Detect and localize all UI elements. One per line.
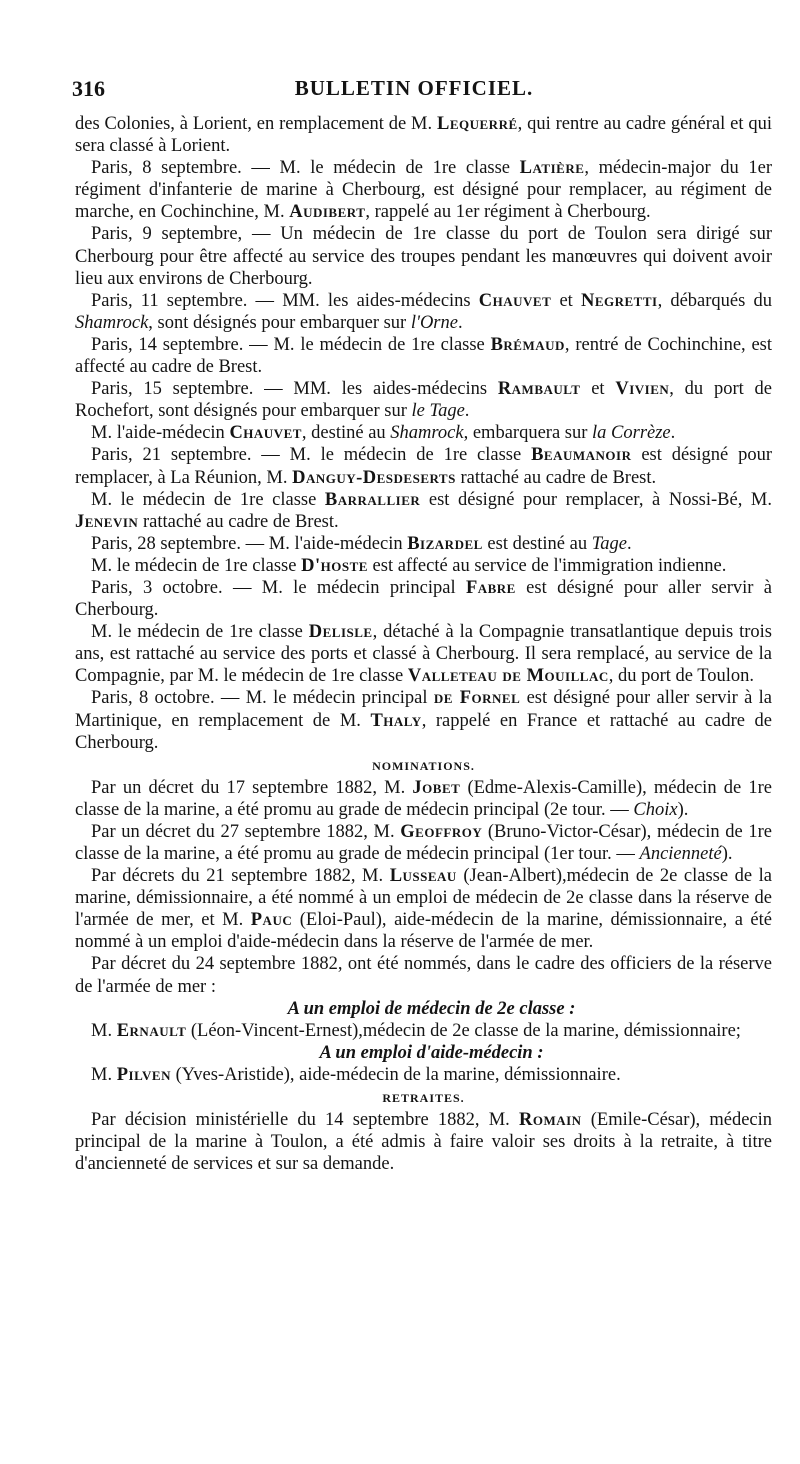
person-name: Beaumanoir	[531, 445, 632, 466]
paragraph: M. le médecin de 1re classe Delisle, détaché à la Compagnie transatlantique depuis trois ans, est rattaché au service des ports et classé à Cherbourg. Il sera remplacé, au service de la Compagnie, par M. le médecin de 1re classe Valleteau de Mouillac, du port de Toulon.	[75, 622, 772, 687]
paragraph: M. le médecin de 1re classe Barrallier est désigné pour remplacer, à Nossi-Bé, M. Jenevin rattaché au cadre de Brest.	[75, 489, 772, 532]
person-name: Lequerré	[437, 114, 518, 134]
person-name: de Fornel	[433, 688, 521, 709]
paragraph: M. Pilven (Yves-Aristide), aide-médecin de la marine, démissionnaire.	[91, 1064, 621, 1085]
paragraph: Paris, 8 septembre. — M. le médecin de 1re classe Latière, médecin-major du 1er régiment d'infanterie de marine à Cherbourg, est désigné pour remplacer, au régiment de marche, en Cochinchine, M. Audibert, rappelé au 1er régiment à Cherbourg.	[75, 158, 772, 223]
person-name: Jobet	[412, 777, 461, 798]
paragraph: des Colonies, à Lorient, en remplacement de M. Lequerré, qui rentre au cadre général et qui sera classé à Lorient.	[75, 114, 772, 157]
person-name: Bizardel	[407, 533, 483, 554]
person-name: Brémaud	[490, 334, 565, 355]
person-name: Romain	[518, 1110, 582, 1131]
person-name: Delisle	[308, 622, 373, 643]
person-name: Barrallier	[324, 489, 421, 510]
italic-text: la Corrèze	[592, 423, 671, 444]
paragraph: Paris, 11 septembre. — MM. les aides-médecins Chauvet et Negretti, débarqués du Shamrock, sont désignés pour embarquer sur l'Orne.	[75, 290, 772, 333]
italic-text: Choix	[633, 799, 678, 820]
person-name: Rambault	[497, 379, 581, 400]
paragraph: M. le médecin de 1re classe D'hoste est affecté au service de l'immigration indienne.	[91, 555, 727, 576]
person-name: Valleteau de Mouillac	[407, 666, 609, 687]
italic-text: l'Orne	[410, 312, 458, 333]
person-name: Negretti	[580, 290, 658, 311]
paragraph: Par un décret du 27 septembre 1882, M. Geoffroy (Bruno-Victor-César), médecin de 1re classe de la marine, a été promu au grade de médecin principal (1er tour. — Ancienneté).	[75, 821, 772, 864]
paragraph: Paris, 3 octobre. — M. le médecin principal Fabre est désigné pour aller servir à Cherbourg.	[75, 577, 772, 621]
paragraph: Paris, 8 octobre. — M. le médecin principal de Fornel est désigné pour aller servir à la Martinique, en remplacement de M. Thaly, rappelé en France et rattaché au cadre de Cherbourg.	[75, 688, 772, 753]
running-head	[72, 72, 756, 106]
running-title: BULLETIN OFFICIEL.	[294, 76, 534, 100]
section-heading: NOMINATIONS.	[372, 758, 475, 773]
centered-subheading: A un emploi de médecin de 2e classe :	[287, 998, 576, 1019]
section-heading: RETRAITES.	[382, 1091, 465, 1106]
person-name: Vivien	[615, 379, 670, 400]
person-name: Pauc	[250, 910, 293, 931]
paragraph: Paris, 15 septembre. — MM. les aides-médecins Rambault et Vivien, du port de Rochefort, sont désignés pour embarquer sur le Tage.	[75, 379, 772, 422]
paragraph: Paris, 9 septembre, — Un médecin de 1re classe du port de Toulon sera dirigé sur Cherbourg pour être affecté au service des troupes pendant les manœuvres qui doivent avoir lieu aux environs de Cherbourg.	[75, 224, 772, 289]
person-name: D'hoste	[301, 555, 368, 576]
person-name: Lusseau	[389, 866, 457, 887]
paragraph: M. l'aide-médecin Chauvet, destiné au Shamrock, embarquera sur la Corrèze.	[91, 423, 676, 444]
paragraph: Par décision ministérielle du 14 septembre 1882, M. Romain (Emile-César), médecin principal de la marine à Toulon, a été admis à faire valoir ses droits à la retraite, à titre d'ancienneté de services et sur sa demande.	[75, 1110, 773, 1175]
person-name: Jenevin	[75, 511, 139, 532]
italic-text: Tage	[591, 533, 628, 554]
paragraph: Par décrets du 21 septembre 1882, M. Lusseau (Jean-Albert),médecin de 2e classe de la marine, démissionnaire, a été nommé à un emploi de médecin de 2e classe dans la réserve de l'armée de mer, et M. Pauc (Eloi-Paul), aide-médecin de la marine, démissionnaire, a été nommé à un emploi d'aide-médecin dans la réserve de l'armée de mer.	[75, 866, 772, 953]
person-name: Chauvet	[229, 423, 302, 444]
person-name: Fabre	[465, 577, 516, 598]
person-name: Geoffroy	[400, 821, 483, 842]
paragraph: Par décret du 24 septembre 1882, ont été nommés, dans le cadre des officiers de la réserve de l'armée de mer :	[75, 954, 772, 997]
italic-text: Shamrock	[390, 423, 464, 444]
paragraph: Paris, 14 septembre. — M. le médecin de 1re classe Brémaud, rentré de Cochinchine, est affecté au cadre de Brest.	[75, 334, 772, 378]
person-name: Thaly	[370, 710, 422, 731]
italic-text: le Tage	[411, 401, 465, 422]
body-text	[75, 113, 772, 1175]
italic-text: Ancienneté	[639, 844, 722, 864]
page-number: 316	[72, 76, 105, 101]
paragraph: M. Ernault (Léon-Vincent-Ernest),médecin de 2e classe de la marine, démissionnaire;	[91, 1020, 741, 1041]
person-name: Danguy-Desdeserts	[292, 467, 456, 488]
paragraph: Paris, 21 septembre. — M. le médecin de 1re classe Beaumanoir est désigné pour remplacer, à La Réunion, M. Danguy-Desdeserts rattaché au cadre de Brest.	[75, 445, 772, 488]
person-name: Pilven	[116, 1064, 171, 1085]
person-name: Ernault	[116, 1020, 187, 1041]
person-name: Chauvet	[478, 290, 552, 311]
centered-subheading: A un emploi d'aide-médecin :	[319, 1042, 544, 1063]
italic-text: Shamrock	[75, 312, 149, 333]
person-name: Latière	[519, 158, 585, 179]
paragraph: Par un décret du 17 septembre 1882, M. Jobet (Edme-Alexis-Camille), médecin de 1re classe de la marine, a été promu au grade de médecin principal (2e tour. — Choix).	[75, 777, 772, 820]
person-name: Audibert	[289, 202, 366, 223]
paragraph: Paris, 28 septembre. — M. l'aide-médecin Bizardel est destiné au Tage.	[91, 533, 632, 554]
